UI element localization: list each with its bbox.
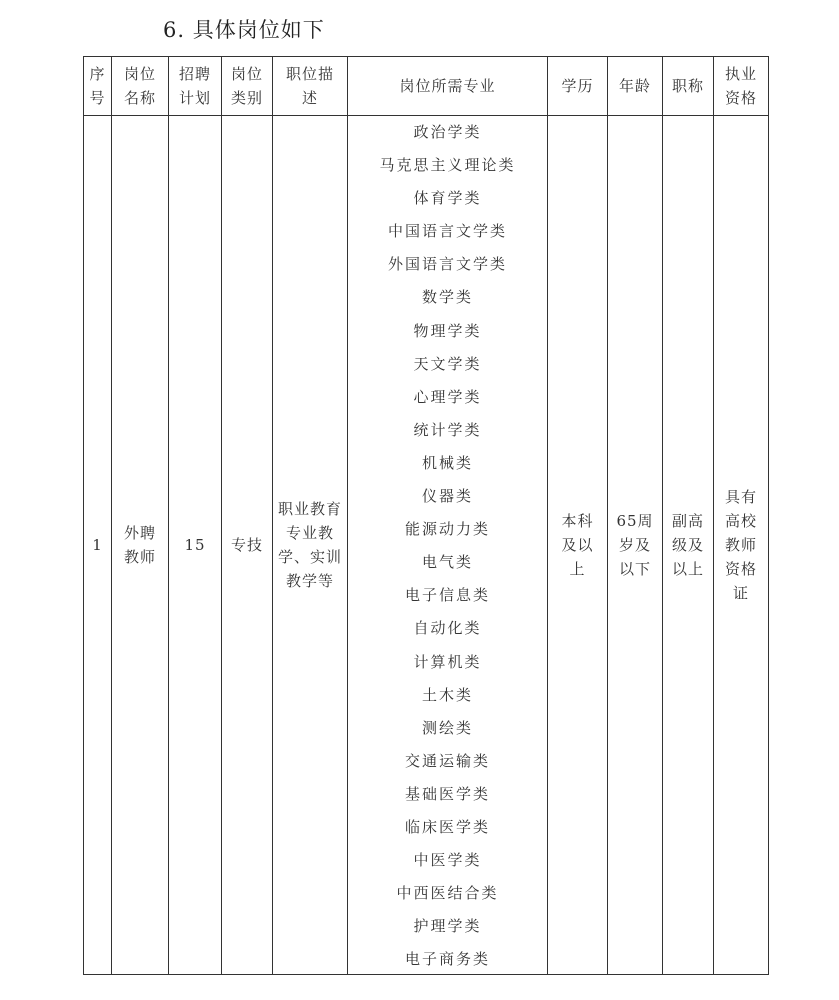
major-item: 计算机类 <box>413 652 482 671</box>
cell-professional-title: 副高级及以上 <box>663 116 714 975</box>
header-position-type: 岗位类别 <box>222 57 273 116</box>
header-recruit-plan: 招聘计划 <box>169 57 222 116</box>
major-item: 数学类 <box>421 288 473 307</box>
cell-position-type: 专技 <box>222 116 273 975</box>
major-item: 电气类 <box>421 553 473 572</box>
major-item: 外国语言文学类 <box>387 255 507 274</box>
cell-education: 本科及以上 <box>548 116 608 975</box>
cell-recruit-plan: 15 <box>169 116 222 975</box>
cell-description: 职业教育专业教学、实训教学等 <box>273 116 348 975</box>
major-item: 心理学类 <box>413 387 482 406</box>
cell-required-majors <box>348 116 548 975</box>
major-item: 测绘类 <box>421 718 473 737</box>
major-item: 中国语言文学类 <box>387 222 507 241</box>
cell-position-name: 外聘教师 <box>112 116 169 975</box>
major-item: 马克思主义理论类 <box>379 156 516 175</box>
major-item: 能源动力类 <box>404 520 490 539</box>
cell-age: 65周岁及以下 <box>608 116 663 975</box>
major-item: 仪器类 <box>421 487 473 506</box>
major-item: 自动化类 <box>413 619 482 638</box>
header-education: 学历 <box>548 57 608 116</box>
positions-table <box>83 56 769 975</box>
header-seq: 序号 <box>84 57 112 116</box>
major-item: 物理学类 <box>413 321 482 340</box>
major-item: 统计学类 <box>413 420 482 439</box>
major-item: 交通运输类 <box>404 751 490 770</box>
header-required-major: 岗位所需专业 <box>348 57 548 116</box>
header-description: 职位描述 <box>273 57 348 116</box>
major-item: 临床医学类 <box>404 817 490 836</box>
major-item: 基础医学类 <box>404 784 490 803</box>
major-item: 护理学类 <box>413 917 482 936</box>
header-professional-title: 职称 <box>663 57 714 116</box>
header-qualification: 执业资格 <box>714 57 769 116</box>
major-item: 天文学类 <box>413 354 482 373</box>
major-item: 电子信息类 <box>404 586 490 605</box>
major-item: 机械类 <box>421 453 473 472</box>
major-item: 土木类 <box>421 685 473 704</box>
header-age: 年龄 <box>608 57 663 116</box>
major-item: 电子商务类 <box>404 950 490 969</box>
cell-seq: 1 <box>84 116 112 975</box>
section-heading: 6. 具体岗位如下 <box>163 18 325 42</box>
cell-qualification: 具有高校教师资格证 <box>714 116 769 975</box>
major-item: 政治学类 <box>413 123 482 141</box>
major-item: 体育学类 <box>413 189 482 208</box>
major-item: 中西医结合类 <box>396 884 499 903</box>
header-position-name: 岗位名称 <box>112 57 169 116</box>
major-item: 中医学类 <box>413 851 482 870</box>
